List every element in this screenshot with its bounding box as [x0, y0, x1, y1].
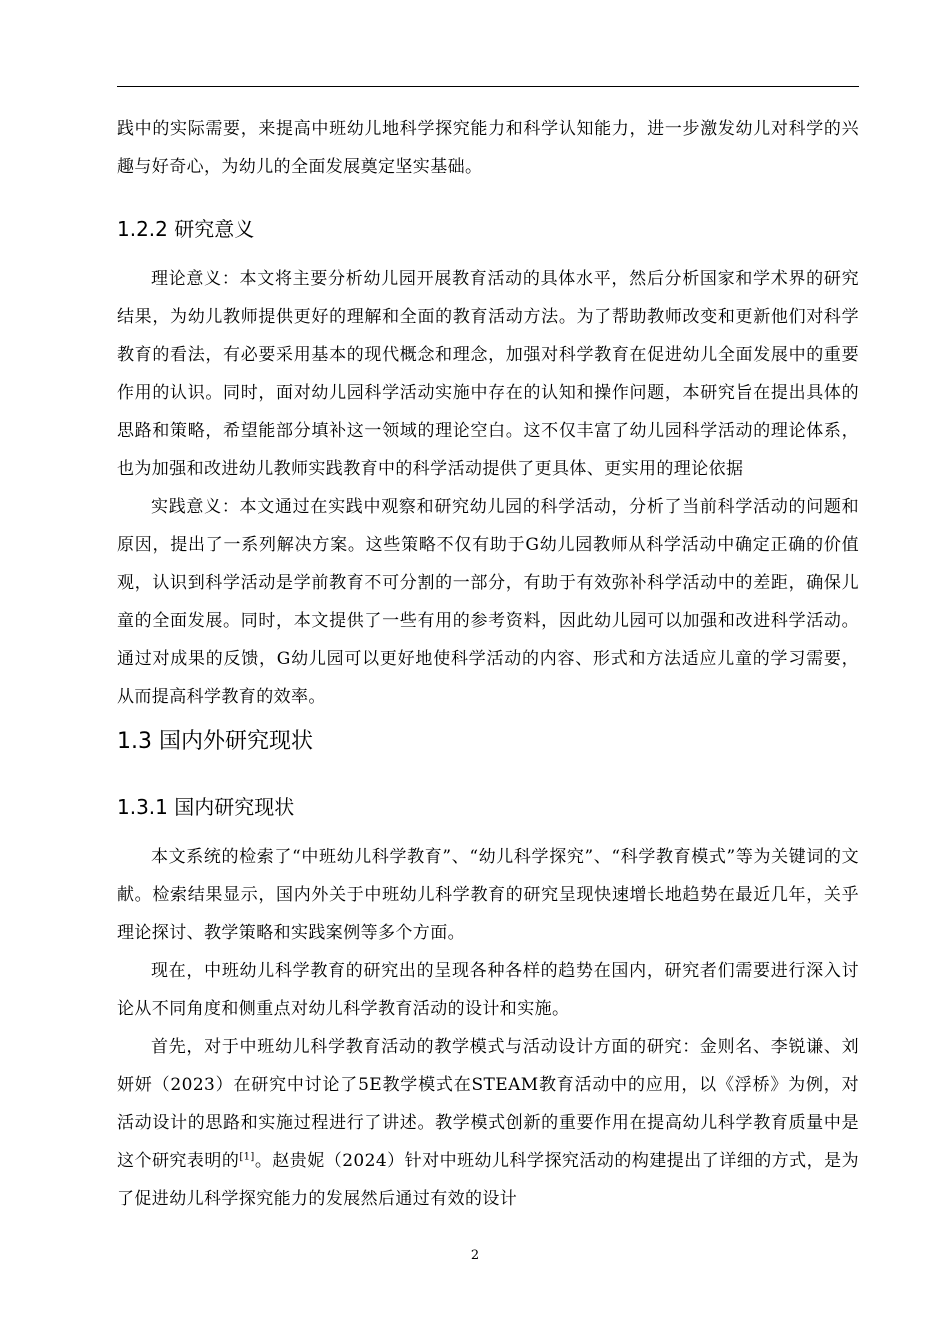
practice-significance-paragraph: 实践意义：本文通过在实践中观察和研究幼儿园的科学活动，分析了当前科学活动的问题和原因，提出了一系列解决方案。这些策略不仅有助于G幼儿园教师从科学活动中确定正确的价值观，认识到科学活动是学前教育不可分割的一部分，有助于有效弥补科学活动中的差距，确保儿童的全面发展。同时，本文提供了一些有用的参考资料，因此幼儿园可以加强和改进科学活动。通过对成果的反馈，G幼儿园可以更好地使科学活动的内容、形式和方法适应儿童的学习需要，从而提高科学教育的效率。: [117, 497, 859, 707]
header-rule: [117, 86, 859, 87]
section-heading-1-3: 1.3 国内外研究现状: [117, 729, 313, 754]
teaching-model-text-b: 。赵贵妮（2024）针对中班幼儿科学探究活动的构建提出了详细的方式，是为了促进幼儿科学探究能力的发展然后通过有效的设计: [117, 1151, 859, 1209]
section-heading-1-2-2: 1.2.2 研究意义: [117, 217, 255, 241]
page-number: 2: [470, 1248, 480, 1263]
citation-reference[interactable]: [1]: [239, 1151, 255, 1163]
research-trend-paragraph: 现在，中班幼儿科学教育的研究出的呈现各种各样的趋势在国内，研究者们需要进行深入讨论从不同角度和侧重点对幼儿科学教育活动的设计和实施。: [117, 961, 859, 1019]
continuation-paragraph: 践中的实际需要，来提高中班幼儿地科学探究能力和科学认知能力，进一步激发幼儿对科学的兴趣与好奇心，为幼儿的全面发展奠定坚实基础。: [117, 119, 859, 177]
teaching-model-text-a: 首先，对于中班幼儿科学教育活动的教学模式与活动设计方面的研究：金则名、李锐谦、刘妍妍（2023）在研究中讨论了5E教学模式在STEAM教育活动中的应用，以《浮桥》为例，对活动设计的思路和实施过程进行了讲述。教学模式创新的重要作用在提高幼儿科学教育质量中是这个研究表明的: [117, 1037, 859, 1171]
theory-significance-paragraph: 理论意义：本文将主要分析幼儿园开展教育活动的具体水平，然后分析国家和学术界的研究结果，为幼儿教师提供更好的理解和全面的教育活动方法。为了帮助教师改变和更新他们对科学教育的看法，有必要采用基本的现代概念和理念，加强对科学教育在促进幼儿全面发展中的重要作用的认识。同时，面对幼儿园科学活动实施中存在的认知和操作问题，本研究旨在提出具体的思路和策略，希望能部分填补这一领域的理论空白。这不仅丰富了幼儿园科学活动的理论体系，也为加强和改进幼儿教师实践教育中的科学活动提供了更具体、更实用的理论依据: [117, 269, 859, 479]
literature-search-paragraph: 本文系统的检索了“中班幼儿科学教育”、“幼儿科学探究”、“科学教育模式”等为关键词的文献。检索结果显示，国内外关于中班幼儿科学教育的研究呈现快速增长地趋势在最近几年，关乎理论探讨、教学策略和实践案例等多个方面。: [117, 847, 859, 943]
page-body: [117, 110, 859, 1218]
teaching-model-paragraph: [117, 1028, 859, 1218]
section-heading-1-3-1: 1.3.1 国内研究现状: [117, 795, 295, 819]
